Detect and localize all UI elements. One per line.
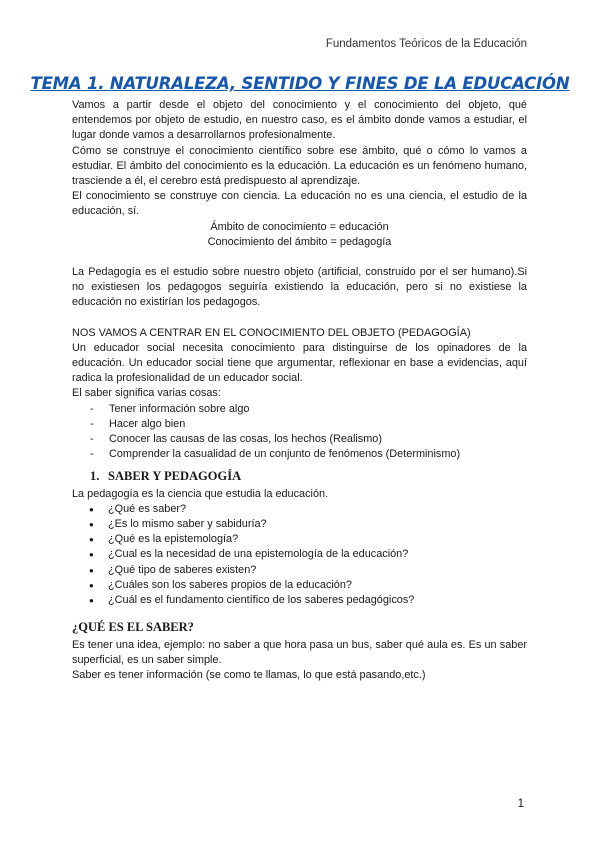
- objeto-paragraph-2: El saber significa varias cosas:: [72, 387, 221, 400]
- running-header: Fundamentos Teóricos de la Educación: [325, 38, 527, 50]
- saber-meanings-list: [72, 402, 527, 463]
- page-number: 1: [517, 798, 524, 810]
- list-item: ● ¿Cual es la necesidad de una epistemología de la educación?: [72, 547, 527, 562]
- objeto-heading: NOS VAMOS A CENTRAR EN EL CONOCIMIENTO DEL OBJETO (PEDAGOGÍA): [72, 326, 471, 339]
- section-2-paragraph-1: Es tener una idea, ejemplo: no saber a que hora pasa un bus, saber qué aula es. Es un saber superficial, es un saber simple.: [72, 638, 527, 666]
- list-item: ● ¿Qué tipo de saberes existen?: [72, 563, 527, 578]
- list-item: ● ¿Cuál es el fundamento científico de los saberes pedagógicos?: [72, 593, 527, 608]
- equation-knowledge: Conocimiento del ámbito = pedagogía: [207, 235, 392, 248]
- list-item: - Conocer las causas de las cosas, los hechos (Realismo): [72, 432, 527, 447]
- intro-paragraph-2: Cómo se construye el conocimiento científico sobre ese ámbito, qué o cómo lo vamos a estudiar. El ámbito del conocimiento es la educación. La educación es un fenómeno humano, trasciende a él, el cerebro está predispuesto al aprendizaje.: [72, 144, 527, 188]
- list-item: - Tener información sobre algo: [72, 402, 527, 417]
- intro-paragraph-1: Vamos a partir desde el objeto del conocimiento y el conocimiento del objeto, qué entendemos por objeto de estudio, en nuestro caso, es el ámbito donde vamos a estudiar, el lugar donde vamos a desarrollarnos profesionalmente.: [72, 99, 527, 142]
- section-2-heading: ¿QUÉ ES EL SABER?: [72, 620, 194, 635]
- intro-paragraph-4: La Pedagogía es el estudio sobre nuestro objeto (artificial, construido por el ser humano).Si no existiesen los pedagogos seguiría existiendo la educación, pero si no existiese la educación no existirían los pedagogos.: [72, 266, 527, 309]
- section-1-number: 1.: [90, 469, 100, 484]
- list-item: - Hacer algo bien: [72, 417, 527, 432]
- document-body: [72, 98, 527, 683]
- document-title: TEMA 1. NATURALEZA, SENTIDO Y FINES DE LA EDUCACIÓN: [30, 74, 570, 93]
- list-item: ● ¿Es lo mismo saber y sabiduría?: [72, 517, 527, 532]
- questions-list: [72, 502, 527, 608]
- equation-scope: Ámbito de conocimiento = educación: [210, 220, 389, 233]
- section-1-intro: La pedagogía es la ciencia que estudia la educación.: [72, 487, 329, 500]
- intro-paragraph-3: El conocimiento se construye con ciencia. La educación no es una ciencia, el estudio de la educación, sí.: [72, 190, 527, 218]
- section-2-paragraph-2: Saber es tener información (se como te llamas, lo que está pasando,etc.): [72, 668, 426, 681]
- section-1-title: SABER Y PEDAGOGÍA: [108, 469, 242, 484]
- list-item: - Comprender la casualidad de un conjunto de fenómenos (Determinismo): [72, 447, 527, 462]
- objeto-paragraph-1: Un educador social necesita conocimiento para distinguirse de los opinadores de la educación. Un educador social tiene que argumentar, reflexionar en base a evidencias, aquí radica la profesionalidad de un educador social.: [72, 341, 527, 385]
- section-1-heading: [90, 469, 527, 484]
- list-item: ● ¿Qué es saber?: [72, 502, 527, 517]
- list-item: ● ¿Cuáles son los saberes propios de la educación?: [72, 578, 527, 593]
- list-item: ● ¿Qué es la epistemología?: [72, 532, 527, 547]
